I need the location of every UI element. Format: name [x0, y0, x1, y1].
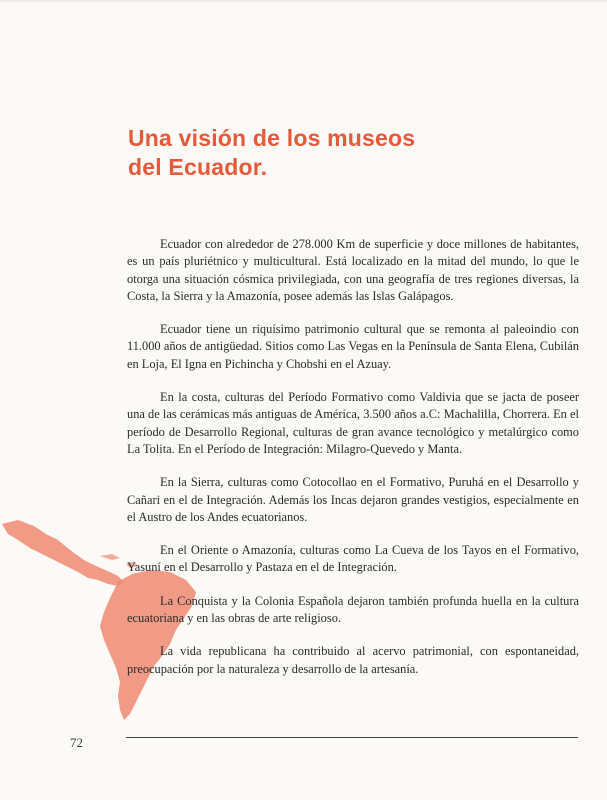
paragraph-6: La Conquista y la Colonia Española dejaron también profunda huella en la cultura ecuatoriana y en las obras de arte religioso. — [127, 593, 579, 626]
body-text — [127, 236, 579, 694]
paragraph-2: Ecuador tiene un riquísimo patrimonio cultural que se remonta al paleoindio con 11.000 años de antigüedad. Sitios como Las Vegas en la Península de Santa Elena, Cubilán en Loja, El Igna en Pichincha y Chobshi en el Azuay. — [127, 322, 579, 371]
paragraph-3: En la costa, culturas del Período Formativo como Valdivia que se jacta de poseer una de las cerámicas más antiguas de América, 3.500 años a.C: Machalilla, Chorrera. En el período de Desarrollo Regional, culturas de gran avance tecnológico y metalúrgico como La Tolita. En el Período de Integración: Milagro-Quevedo y Manta. — [127, 390, 579, 456]
page-title-line-2: del Ecuador. — [128, 154, 268, 180]
paragraph-1: Ecuador con alrededor de 278.000 Km de superficie y doce millones de habitantes, es un país pluriétnico y multicultural. Está localizado en la mitad del mundo, lo que le otorga una situación cósmica privilegiada, con una geografía de tres regiones diversas, la Costa, la Sierra y la Amazonía, posee además las Islas Galápagos. — [127, 237, 579, 303]
paragraph-5: En el Oriente o Amazonía, culturas como La Cueva de los Tayos en el Formativo, Yasuní en el Desarrollo y Pastaza en el de Integración. — [127, 543, 579, 575]
page-title — [128, 124, 508, 182]
paragraph-7: La vida republicana ha contribuido al acervo patrimonial, con espontaneidad, preocupación por la naturaleza y desarrollo de la artesanía. — [127, 644, 579, 676]
paragraph-4: En la Sierra, culturas como Cotocollao en el Formativo, Puruhá en el Desarrollo y Cañari en el de Integración. Además los Incas dejaron grandes vestigios, especialmente en el Austro de los Andes ecuatorianos. — [127, 475, 579, 524]
page-title-line-1: Una visión de los museos — [128, 125, 416, 151]
footer-rule — [126, 737, 578, 738]
page-number: 72 — [70, 735, 83, 750]
map-shape-central-america — [2, 520, 124, 586]
